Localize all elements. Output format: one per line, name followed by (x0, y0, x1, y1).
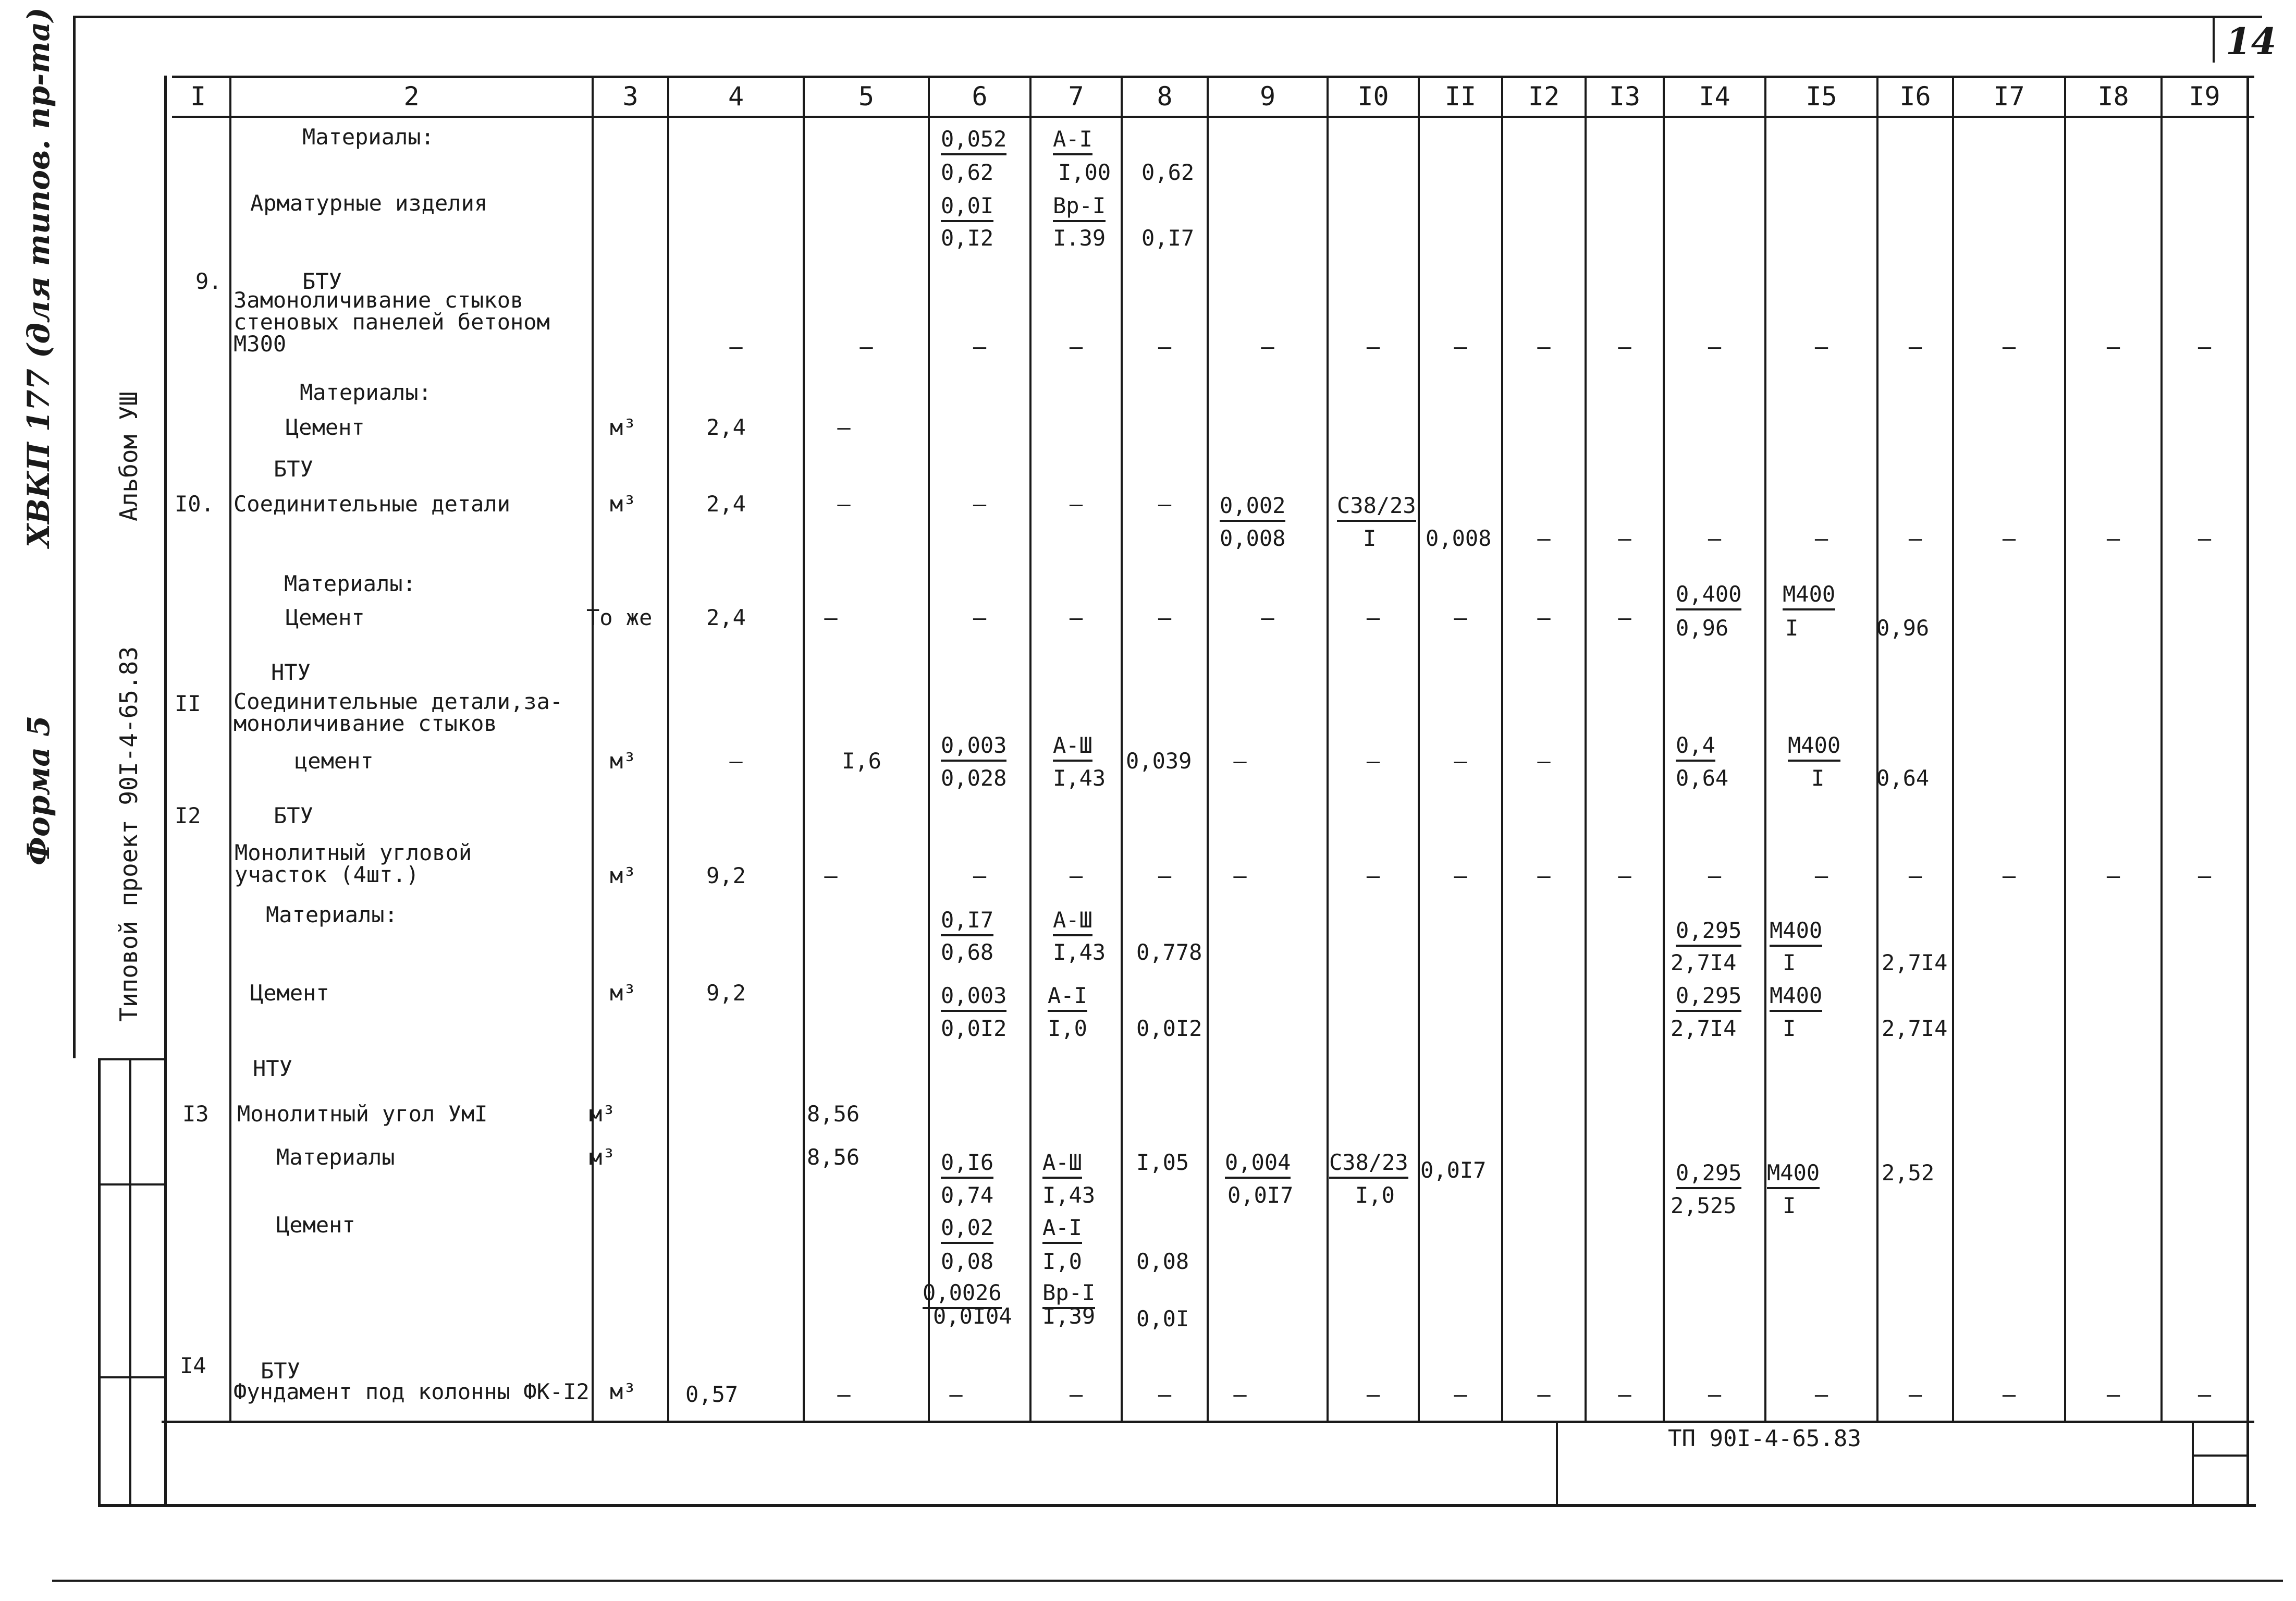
r12-dash-c12: – (1537, 863, 1551, 888)
r13c-c6b: 0,08 (941, 1249, 994, 1274)
r12-dash-c16: – (1908, 863, 1922, 888)
r13m-c11: 0,0I7 (1420, 1157, 1487, 1183)
r13m-c10b: I,0 (1355, 1182, 1395, 1208)
r13c-cem: Цемент (276, 1212, 355, 1238)
col-header-12: I2 (1528, 81, 1560, 112)
r11-c6a: 0,003 (941, 732, 1006, 762)
r10-dash-c16: – (1908, 525, 1922, 551)
r12c-c6b: 0,0I2 (941, 1016, 1007, 1041)
vline-16 (1952, 76, 1954, 1421)
r13m-label: Материалы (276, 1144, 395, 1170)
col-header-5: 5 (858, 81, 875, 112)
r10-c9a: 0,002 (1220, 493, 1285, 522)
r12m-c14b: 2,7I4 (1671, 950, 1737, 975)
r12c-c16: 2,7I4 (1882, 1016, 1948, 1041)
col-header-18: I8 (2097, 81, 2129, 112)
col-header-7: 7 (1068, 81, 1084, 112)
col-header-4: 4 (728, 81, 744, 112)
r14-dash-c14: – (1708, 1382, 1722, 1407)
r14-dash-c7: – (1069, 1382, 1083, 1407)
r10-type: БТУ (274, 456, 313, 482)
r13c-c8: 0,08 (1136, 1249, 1189, 1274)
col-header-19: I9 (2189, 81, 2220, 112)
r10m-label: Материалы: (284, 571, 416, 596)
r9-dash-c16: – (1908, 334, 1922, 359)
r13m-c9a: 0,004 (1225, 1150, 1291, 1179)
stamp-code: ТП 90I-4-65.83 (1668, 1425, 1861, 1452)
r13d-c6a: 0,0026 (923, 1280, 1002, 1309)
r10-dash-c13: – (1618, 525, 1631, 551)
col-header-14: I4 (1699, 81, 1730, 112)
r13d-c7b: I,39 (1042, 1303, 1096, 1329)
r11-c6b: 0,028 (941, 765, 1007, 791)
r12m-c7a: А-Ш (1053, 907, 1092, 936)
col-header-10: I0 (1357, 81, 1389, 112)
r10m-dash-c5: – (824, 605, 838, 630)
r10m-dash-c6: – (973, 605, 987, 630)
r12c-c14a: 0,295 (1676, 983, 1741, 1012)
r12c-c8: 0,0I2 (1136, 1016, 1202, 1041)
r10m-c14b: 0,96 (1676, 615, 1729, 641)
r11-dash-c11: – (1454, 748, 1467, 774)
r12-unit: м³ (610, 863, 636, 888)
r9-dash-c4: – (729, 334, 743, 359)
r14-dash-c15: – (1814, 1382, 1828, 1407)
frame-top (73, 16, 2262, 18)
r10m-dash-c10: – (1366, 605, 1380, 630)
page-number-box-left (2213, 16, 2215, 63)
r11-unit: м³ (610, 748, 636, 774)
r13-label: Монолитный угол УмI (237, 1101, 488, 1127)
r9m-cem: Цемент (286, 414, 365, 440)
r13-c5: 8,56 (807, 1101, 860, 1127)
r13d-c8: 0,0I (1136, 1306, 1189, 1331)
r12c-c7a: А-I (1048, 983, 1087, 1012)
r12-dash-c17: – (2002, 863, 2016, 888)
r12m-c7b: I,43 (1053, 939, 1106, 965)
r12-dash-c15: – (1814, 863, 1828, 888)
r12-label: Монолитный угловой участок (4шт.) (235, 840, 472, 887)
col-header-9: 9 (1259, 81, 1276, 112)
r10m-dash-c8: – (1158, 605, 1172, 630)
r9-type: БТУ (302, 268, 342, 294)
r12-num: I2 (175, 803, 201, 828)
r10-num: I0. (175, 491, 214, 517)
r9-dash-c13: – (1618, 334, 1631, 359)
r10-dash-c8: – (1158, 491, 1172, 517)
r11-c8: 0,039 (1126, 748, 1192, 774)
r12m-label: Материалы: (266, 902, 398, 927)
margin-form: Форма 5 (21, 715, 56, 865)
r13m-c15b: I (1783, 1193, 1796, 1218)
r11-c16: 0,64 (1876, 765, 1930, 791)
r10-dash-c5: – (837, 491, 851, 517)
r12m-c6a: 0,I7 (941, 907, 993, 936)
r11-c14b: 0,64 (1676, 765, 1729, 791)
r11-c7a: А-Ш (1053, 732, 1092, 762)
r13m-c7a: А-Ш (1042, 1150, 1082, 1179)
r10m-unit: То же (586, 605, 653, 630)
r10m-dash-c13: – (1618, 605, 1631, 630)
vline-2 (592, 76, 594, 1421)
r12c-c15a: М400 (1770, 983, 1822, 1012)
r13m-c9b: 0,0I7 (1227, 1182, 1294, 1208)
r13d-c6b: 0,0I04 (933, 1303, 1012, 1329)
r12m-c16: 2,7I4 (1882, 950, 1948, 975)
r14-dash-c9: – (1233, 1382, 1247, 1407)
r13m-unit: м³ (589, 1144, 616, 1170)
vline-7 (1121, 76, 1123, 1421)
r13m-c6b: 0,74 (941, 1182, 994, 1208)
r12c-unit: м³ (610, 980, 636, 1006)
r9-dash-c18: – (2106, 334, 2120, 359)
r13m-c7b: I,43 (1042, 1182, 1096, 1208)
r11-dash-c9: – (1233, 748, 1247, 774)
r12-dash-c13: – (1618, 863, 1631, 888)
r11-type: НТУ (271, 659, 311, 685)
r14-dash-c13: – (1618, 1382, 1631, 1407)
r10-c9b: 0,008 (1220, 525, 1286, 551)
margin-project: Типовой проект 90I-4-65.83 (115, 646, 143, 1022)
r11-num: II (175, 691, 201, 716)
r1-c7b: I,00 (1058, 160, 1111, 185)
r14-dash-c6: – (949, 1382, 963, 1407)
col-header-2: 2 (403, 81, 420, 112)
r2-c6b: 0,I2 (941, 225, 994, 251)
r12-dash-c7: – (1069, 863, 1083, 888)
vline-19 (2246, 76, 2249, 1507)
r11-label: Соединительные детали,за- моноличивание стыков (234, 689, 563, 736)
r13c-c6a: 0,02 (941, 1215, 993, 1244)
r10-dash-c19: – (2197, 525, 2212, 551)
r13c-c7a: А-I (1042, 1215, 1082, 1244)
r9-dash-c5: – (860, 334, 873, 359)
vline-0 (164, 76, 167, 1507)
vline-13 (1663, 76, 1665, 1421)
r14-dash-c19: – (2197, 1382, 2212, 1407)
r12-dash-c10: – (1366, 863, 1380, 888)
strip-h2 (98, 1376, 166, 1378)
r9m-unit: м³ (610, 414, 636, 440)
r13m-c15a: М400 (1767, 1160, 1820, 1189)
r12c-c7b: I,0 (1048, 1016, 1087, 1041)
r13c-c7b: I,0 (1042, 1249, 1082, 1274)
r9m-c4: 2,4 (706, 414, 746, 440)
header-bottom (172, 116, 2254, 118)
r14-dash-c17: – (2002, 1382, 2016, 1407)
r12c-c6a: 0,003 (941, 983, 1006, 1012)
stamp-box-h (2192, 1455, 2249, 1457)
strip-left (98, 1058, 101, 1507)
r9-dash-c12: – (1537, 334, 1551, 359)
r12-dash-c9: – (1233, 863, 1247, 888)
r10m-dash-c12: – (1537, 605, 1551, 630)
r10-dash-c12: – (1537, 525, 1551, 551)
col-header-15: I5 (1806, 81, 1837, 112)
vline-1 (229, 76, 231, 1421)
vline-12 (1585, 76, 1587, 1421)
r12c-c4: 9,2 (706, 980, 746, 1006)
r10-label: Соединительные детали (234, 491, 511, 517)
vline-5 (928, 76, 930, 1421)
r12m-c15a: М400 (1770, 918, 1822, 947)
r13d-c7a: Вр-I (1042, 1280, 1095, 1309)
stamp-vline (1556, 1421, 1558, 1507)
r12-dash-c18: – (2106, 863, 2120, 888)
r9-dash-c14: – (1708, 334, 1722, 359)
r9-dash-c9: – (1261, 334, 1274, 359)
r11-c14a: 0,4 (1676, 732, 1715, 762)
r11-c5: I,6 (842, 748, 881, 774)
col-header-6: 6 (972, 81, 988, 112)
strip-h1 (98, 1183, 166, 1186)
r9-label: Замоноличивание стыков стеновых панелей бетоном М300 (234, 287, 550, 357)
r13m-c10a: С38/23 (1329, 1150, 1408, 1179)
r11-dash-c12: – (1537, 748, 1551, 774)
strip-top (98, 1058, 166, 1060)
r9-dash-c17: – (2002, 334, 2016, 359)
table-bottom (162, 1421, 2254, 1423)
r9m-label: Материалы: (300, 380, 432, 405)
col-header-3: 3 (622, 81, 639, 112)
r2-c7a: Вр-I (1053, 193, 1106, 222)
r12m-c6b: 0,68 (941, 939, 994, 965)
margin-album-code: ХВКП 177 (для типов. пр-та) (21, 7, 56, 547)
vline-14 (1764, 76, 1766, 1421)
r13m-c14a: 0,295 (1676, 1160, 1741, 1189)
r10m-dash-c11: – (1454, 605, 1467, 630)
r10-dash-c17: – (2002, 525, 2016, 551)
r14-dash-c10: – (1366, 1382, 1380, 1407)
r14-dash-c18: – (2106, 1382, 2120, 1407)
r9-dash-c11: – (1454, 334, 1467, 359)
strip-mid (129, 1058, 131, 1507)
col-header-8: 8 (1157, 81, 1173, 112)
r2-label: Арматурные изделия (250, 190, 488, 216)
r10-dash-c14: – (1708, 525, 1722, 551)
r12-dash-c5: – (824, 863, 838, 888)
r9-dash-c19: – (2197, 334, 2212, 359)
r10-c11: 0,008 (1426, 525, 1492, 551)
r1-c6b: 0,62 (941, 160, 994, 185)
r11-c15b: I (1811, 765, 1825, 791)
r10-dash-c7: – (1069, 491, 1083, 517)
vline-15 (1876, 76, 1878, 1421)
r12m-c15b: I (1783, 950, 1796, 975)
col-header-11: II (1444, 81, 1477, 112)
stamp-bottom (98, 1504, 2256, 1507)
r12-dash-c8: – (1158, 863, 1172, 888)
r13m-c16: 2,52 (1882, 1160, 1935, 1186)
r13-unit: м³ (589, 1101, 616, 1127)
r10-unit: м³ (610, 491, 636, 517)
r12-dash-c14: – (1708, 863, 1722, 888)
r10-dash-c6: – (973, 491, 987, 517)
r11-dash-c10: – (1366, 748, 1380, 774)
col-header-13: I3 (1609, 81, 1641, 112)
r9-num: 9. (195, 268, 222, 294)
r12-dash-c19: – (2197, 863, 2212, 888)
r2-c7b: I.39 (1053, 225, 1106, 251)
r10-c4: 2,4 (706, 491, 746, 517)
r14-label: Фундамент под колонны ФК-I2 (234, 1379, 590, 1404)
r10m-dash-c9: – (1261, 605, 1274, 630)
r1-c6a: 0,052 (941, 126, 1006, 155)
r11-dash-c4: – (729, 748, 743, 774)
frame-bottom-outer (52, 1580, 2283, 1582)
r11-c15a: М400 (1788, 732, 1840, 762)
r13m-c14b: 2,525 (1671, 1193, 1737, 1218)
r9-dash-c6: – (973, 334, 987, 359)
margin-album: Альбом УШ (115, 391, 143, 521)
r10-c10b: I (1363, 525, 1377, 551)
r10-dash-c18: – (2106, 525, 2120, 551)
r1-c8: 0,62 (1141, 160, 1195, 185)
col-header-1: I (190, 81, 206, 112)
col-header-16: I6 (1899, 81, 1931, 112)
page-number: 14 (2226, 20, 2277, 63)
r10m-c15b: I (1785, 615, 1799, 641)
r9-dash-c8: – (1158, 334, 1172, 359)
r14-dash-c8: – (1158, 1382, 1172, 1407)
r12c-c14b: 2,7I4 (1671, 1016, 1737, 1041)
r12-dash-c11: – (1454, 863, 1467, 888)
r12-type: БТУ (274, 803, 313, 828)
r14-unit: м³ (610, 1379, 636, 1404)
r10m-c16: 0,96 (1876, 615, 1930, 641)
r14-type: БТУ (261, 1358, 300, 1384)
frame-left (73, 16, 76, 1058)
r12m-c14a: 0,295 (1676, 918, 1741, 947)
r10m-cem: Цемент (286, 605, 365, 630)
r12-c4: 9,2 (706, 863, 746, 888)
r11-cem: цемент (294, 748, 374, 774)
vline-6 (1029, 76, 1032, 1421)
r9-dash-c10: – (1366, 334, 1380, 359)
r2-c6a: 0,0I (941, 193, 993, 222)
r10m-dash-c7: – (1069, 605, 1083, 630)
col-header-17: I7 (1993, 81, 2025, 112)
r9m-dash-c5: – (837, 414, 851, 440)
r12-dash-c6: – (973, 863, 987, 888)
r10-dash-c15: – (1814, 525, 1828, 551)
r13m-c5: 8,56 (807, 1144, 860, 1170)
r13-type: НТУ (253, 1056, 292, 1081)
r12c-c15b: I (1783, 1016, 1796, 1041)
r14-dash-c12: – (1537, 1382, 1551, 1407)
vline-4 (803, 76, 805, 1421)
r13m-c8: I,05 (1136, 1150, 1189, 1175)
r9-dash-c7: – (1069, 334, 1083, 359)
r14-dash-c11: – (1454, 1382, 1467, 1407)
r12m-c8: 0,778 (1136, 939, 1202, 965)
r13m-c6a: 0,I6 (941, 1150, 993, 1179)
r14-dash-c16: – (1908, 1382, 1922, 1407)
r10m-c4: 2,4 (706, 605, 746, 630)
r9-dash-c15: – (1814, 334, 1828, 359)
r14-c4: 0,57 (685, 1382, 739, 1407)
stamp-box-left (2192, 1421, 2194, 1507)
r14-num: I4 (180, 1353, 206, 1378)
r2-c8: 0,I7 (1141, 225, 1195, 251)
r14-dash-c5: – (837, 1382, 851, 1407)
r1-c7a: А-I (1053, 126, 1092, 155)
vline-18 (2160, 76, 2163, 1421)
r10m-c15a: М400 (1783, 581, 1835, 610)
r1-label: Материалы: (302, 124, 434, 150)
r12c-cem: Цемент (250, 980, 329, 1006)
r10-c10a: С38/23 (1337, 493, 1416, 522)
vline-17 (2064, 76, 2066, 1421)
r11-c7b: I,43 (1053, 765, 1106, 791)
r10m-c14a: 0,400 (1676, 581, 1741, 610)
r13-num: I3 (182, 1101, 209, 1127)
